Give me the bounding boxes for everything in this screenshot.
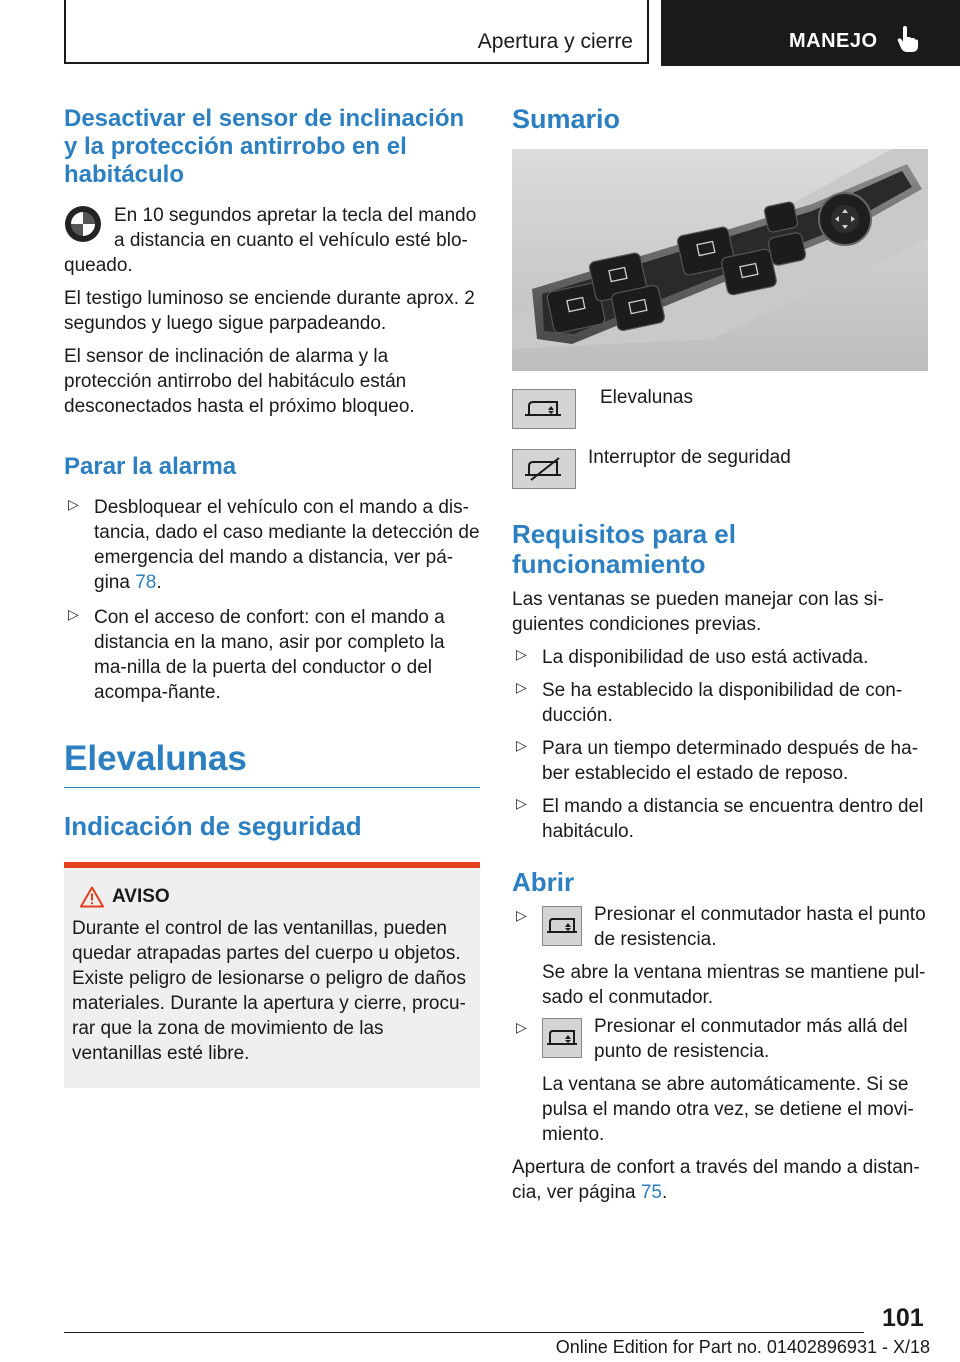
window-switch-icon <box>542 906 582 946</box>
disable-step-text: En 10 segundos apretar la tecla del mando a distancia en cuanto el vehículo esté blo-queado. <box>64 205 477 276</box>
open-step-result: Se abre la ventana mientras se mantiene pul-sado el conmutador. <box>542 962 926 1008</box>
triangle-bullet-icon: ▷ <box>68 496 79 512</box>
triangle-bullet-icon: ▷ <box>516 646 527 662</box>
warning-title: AVISO <box>112 886 170 907</box>
page-number: 101 <box>882 1304 924 1332</box>
heading-elevalunas: Elevalunas <box>64 739 247 778</box>
chapter-title: MANEJO <box>789 30 878 52</box>
legend-item <box>512 389 928 429</box>
heading-requirements: Requisitos para el funcionamiento <box>512 519 736 579</box>
legend-item <box>512 449 928 489</box>
list-item: ▷ Con el acceso de confort: con el mando a distancia en la mano, asir por completo la ma-nilla de la puerta del conductor o del acompa-ñante. <box>68 606 445 703</box>
list-item: ▷ Presionar el conmutador hasta el punto de resistencia. Se abre la ventana mientras se mantiene pul-sado el conmutador. <box>512 906 928 1010</box>
warning-triangle-icon <box>80 886 104 908</box>
list-item: ▷ Desbloquear el vehículo con el mando a dis-tancia, dado el caso mediante la detección de emergencia del mando a distancia, ver pá-gina 78. <box>68 496 480 593</box>
triangle-bullet-icon: ▷ <box>516 795 527 811</box>
warning-header <box>80 886 472 908</box>
edition-note: Online Edition for Part no. 01402896931 - X/18 <box>555 1337 930 1357</box>
window-switch-icon <box>512 389 576 429</box>
open-step-result: La ventana se abre automáticamente. Si se pulsa el mando otra vez, se detiene el movi-miento. <box>542 1074 914 1145</box>
list-item: ▷ Para un tiempo determinado después de ha-ber establecido el estado de reposo. <box>516 737 919 784</box>
bmw-key-icon <box>64 205 102 243</box>
legend-label: Elevalunas <box>600 387 693 408</box>
heading-disable-sensor: Desactivar el sensor de inclinación y la protección antirrobo en el habitáculo <box>64 105 465 188</box>
triangle-bullet-icon: ▷ <box>516 907 527 923</box>
warning-text: Durante el control de las ventanillas, pueden quedar atrapadas partes del cuerpo u objetos. Existe peligro de lesionarse o peligro de daños materiales. Durante la apertura y cierre, procu-rar que la zona de movimiento de las ventanillas esté libre. <box>72 918 466 1064</box>
warning-box <box>64 868 480 1088</box>
section-title: Apertura y cierre <box>477 30 633 53</box>
section-tab <box>64 0 649 64</box>
page-header <box>0 0 960 66</box>
list-item: ▷ El mando a distancia se encuentra dentro del habitáculo. <box>516 795 924 842</box>
legend-label: Interruptor de seguridad <box>588 447 791 468</box>
heading-stop-alarm: Parar la alarma <box>64 453 237 480</box>
disable-result-text: El sensor de inclinación de alarma y la protección antirrobo del habitáculo están desconectados hasta el próximo bloqueo. <box>64 346 415 417</box>
triangle-bullet-icon: ▷ <box>68 606 79 622</box>
bmw-paragraph <box>64 203 480 278</box>
disable-led-text: El testigo luminoso se enciende durante aprox. 2 segundos y luego sigue parpadeando. <box>64 288 475 334</box>
heading-safety: Indicación de seguridad <box>64 811 362 841</box>
heading-underline <box>64 787 480 788</box>
list-item: ▷ Presionar el conmutador más allá del punto de resistencia. La ventana se abre automáticamente. Si se pulsa el mando otra vez, se detiene el movi-miento. <box>512 1018 928 1147</box>
safety-switch-icon <box>512 449 576 489</box>
list-item: ▷ La disponibilidad de uso está activada. <box>516 646 869 668</box>
triangle-bullet-icon: ▷ <box>516 1019 527 1035</box>
page-link-78[interactable]: 78 <box>135 572 157 593</box>
heading-summary: Sumario <box>512 104 621 134</box>
page-link-75[interactable]: 75 <box>640 1182 662 1203</box>
hand-pointer-icon <box>897 26 919 52</box>
heading-open: Abrir <box>512 867 575 897</box>
triangle-bullet-icon: ▷ <box>516 679 527 695</box>
comfort-open-text: Apertura de confort a través del mando a distan-cia, ver página 75. <box>512 1157 920 1203</box>
footer-rule <box>64 1332 864 1333</box>
left-column <box>64 100 480 1088</box>
chapter-tab <box>661 0 960 66</box>
window-switch-icon <box>542 1018 582 1058</box>
triangle-bullet-icon: ▷ <box>516 737 527 753</box>
requirements-intro: Las ventanas se pueden manejar con las si-guientes condiciones previas. <box>512 589 884 635</box>
window-switch-photo <box>512 149 928 371</box>
list-item: ▷ Se ha establecido la disponibilidad de con-ducción. <box>516 679 903 726</box>
right-column <box>512 100 928 1205</box>
